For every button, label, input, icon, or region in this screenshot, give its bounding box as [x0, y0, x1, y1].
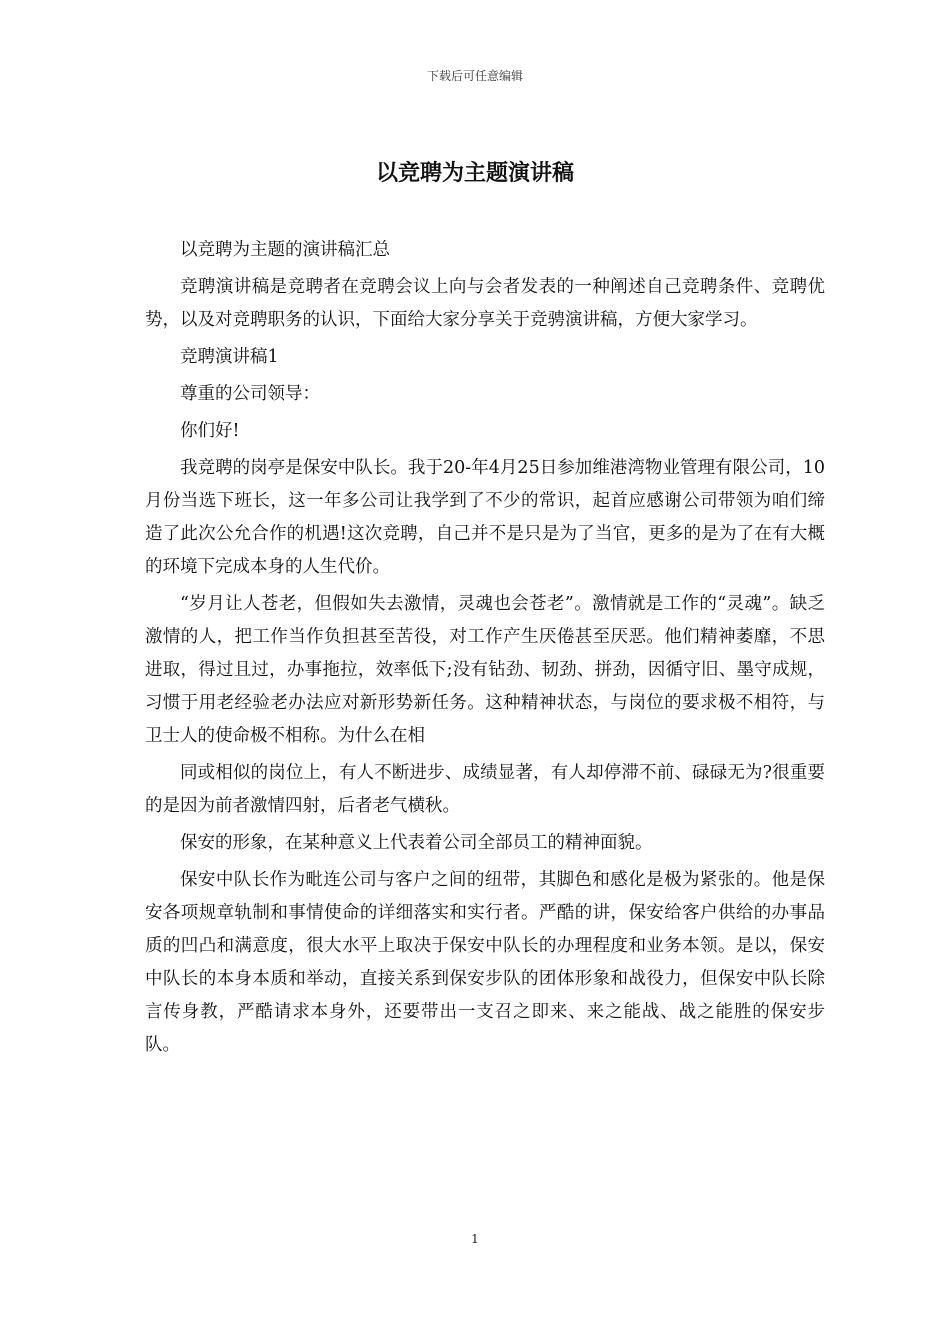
document-title: 以竞聘为主题演讲稿	[375, 161, 574, 186]
document-body	[145, 234, 825, 1066]
paragraph: 保安的形象，在某种意义上代表着公司全部员工的精神面貌。	[180, 833, 653, 853]
paragraph: “岁月让人苍老，但假如失去激情，灵魂也会苍老”。激情就是工作的“灵魂”。缺乏激情的人，把工作当作负担甚至苦役，对工作产生厌倦甚至厌恶。他们精神萎靡，不思进取，得过且过，办事拖拉，效率低下;没有钻劲、韧劲、拼劲，因循守旧、墨守成规，习惯于用老经验老办法应对新形势新任务。这种精神状态，与岗位的要求极不相符，与卫士人的使命极不相称。为什么在相	[145, 594, 825, 746]
paragraph: 竞聘演讲稿1	[180, 347, 279, 367]
paragraph: 以竞聘为主题的演讲稿汇总	[180, 240, 390, 260]
page-header-note: 下载后可任意编辑	[426, 69, 523, 83]
paragraph: 同或相似的岗位上，有人不断进步、成绩显著，有人却停滞不前、碌碌无为?很重要的是因为前者激情四射，后者老气横秋。	[145, 763, 825, 816]
paragraph: 尊重的公司领导：	[180, 384, 320, 404]
page-number: 1	[471, 1232, 479, 1246]
paragraph: 保安中队长作为毗连公司与客户之间的纽带，其脚色和感化是极为紧张的。他是保安各项规章轨制和事情使命的详细落实和实行者。严酷的讲，保安给客户供给的办事品质的凹凸和满意度，很大水平上取决于保安中队长的办理程度和业务本领。是以，保安中队长的本身本质和举动，直接关系到保安步队的团体形象和战役力，但保安中队长除言传身教，严酷请求本身外，还要带出一支召之即来、来之能战、战之能胜的保安步队。	[145, 870, 825, 1055]
paragraph: 你们好!	[180, 421, 240, 441]
paragraph: 我竞聘的岗亭是保安中队长。我于20-年4月25日参加维港湾物业管理有限公司，10月份当选下班长，这一年多公司让我学到了不少的常识，起首应感谢公司带领为咱们缔造了此次公允合作的机遇!这次竞聘，自己并不是只是为了当官，更多的是为了在有大概的环境下完成本身的人生代价。	[145, 458, 825, 577]
paragraph: 竞聘演讲稿是竞聘者在竞聘会议上向与会者发表的一种阐述自己竞聘条件、竞聘优势，以及对竞聘职务的认识，下面给大家分享关于竞骋演讲稿，方便大家学习。	[145, 277, 825, 330]
